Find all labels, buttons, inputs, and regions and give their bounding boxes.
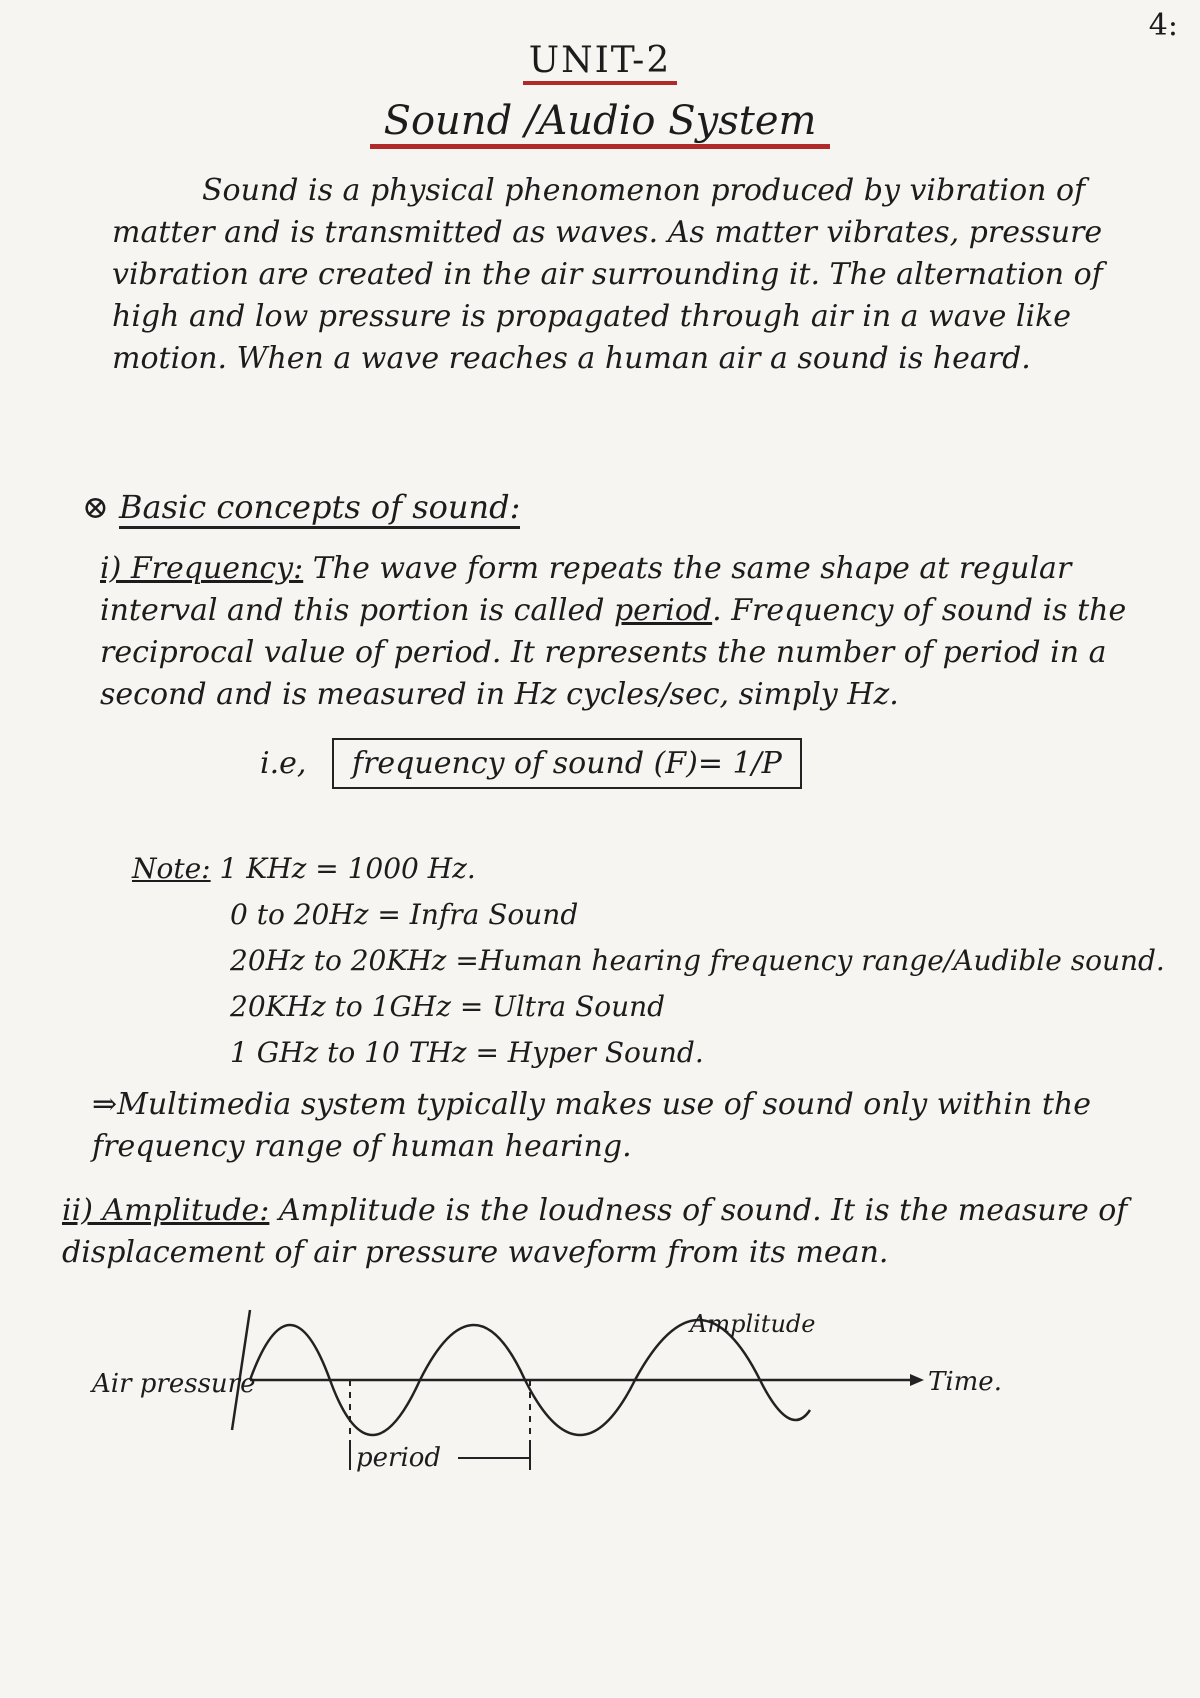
note-line: 20Hz to 20KHz =Human hearing frequency range/Audible sound. [230,944,1165,977]
note-label: Note: [132,852,211,885]
unit-heading: UNIT-2 [0,40,1200,81]
formula-row [260,738,802,789]
amplitude-label-diagram: Amplitude [690,1310,816,1338]
arrow-head-icon [910,1374,924,1386]
intro-paragraph: Sound is a physical phenomenon produced by vibration of matter and is transmitted as waves. As matter vibrates, pressure vibration are created in the air surrounding it. The alternation of high and low pressure is propagated through air in a wave like motion. When a wave reaches a human air a sound is heard. [112,173,1103,376]
bullet-icon: ⊗ [82,488,109,526]
frequency-formula: frequency of sound (F)= 1/P [332,738,802,789]
page-number: 4: [1148,8,1178,43]
amplitude-label: ii) Amplitude: [62,1193,270,1228]
note-first: 1 KHz = 1000 Hz. [219,852,476,885]
note-line: 20KHz to 1GHz = Ultra Sound [230,990,666,1023]
time-label: Time. [928,1367,1002,1397]
frequency-label: i) Frequency: [100,551,304,586]
frequency-text-before: The wave form repeats the same shape at regular interval and this portion is called [100,551,1072,628]
sound-wave-diagram [0,1280,1200,1540]
section-heading-text: Basic concepts of sound: [119,488,520,529]
multimedia-paragraph: ⇒Multimedia system typically makes use of sound only within the frequency range of human hearing. [92,1087,1091,1164]
formula-prefix: i.e, [260,746,307,781]
note-line: 1 GHz to 10 THz = Hyper Sound. [230,1036,704,1069]
page-title: Sound /Audio System [0,98,1200,144]
amplitude-text: Amplitude is the loudness of sound. It is the measure of displacement of air pressure waveform from its mean. [62,1193,1128,1270]
section-heading [82,488,520,526]
amplitude-paragraph [62,1190,1142,1274]
frequency-paragraph [100,548,1140,716]
note-line: 0 to 20Hz = Infra Sound [230,898,579,931]
period-word: period [613,593,713,628]
air-pressure-label: Air pressure [92,1369,256,1399]
note-first-line [132,846,476,892]
frequency-text-after: . Frequency of sound is the reciprocal value of period. It represents the number of period in a second and is measured in Hz cycles/sec, simply Hz. [100,593,1127,712]
period-label: period [356,1443,442,1473]
note-list [230,892,1165,1076]
